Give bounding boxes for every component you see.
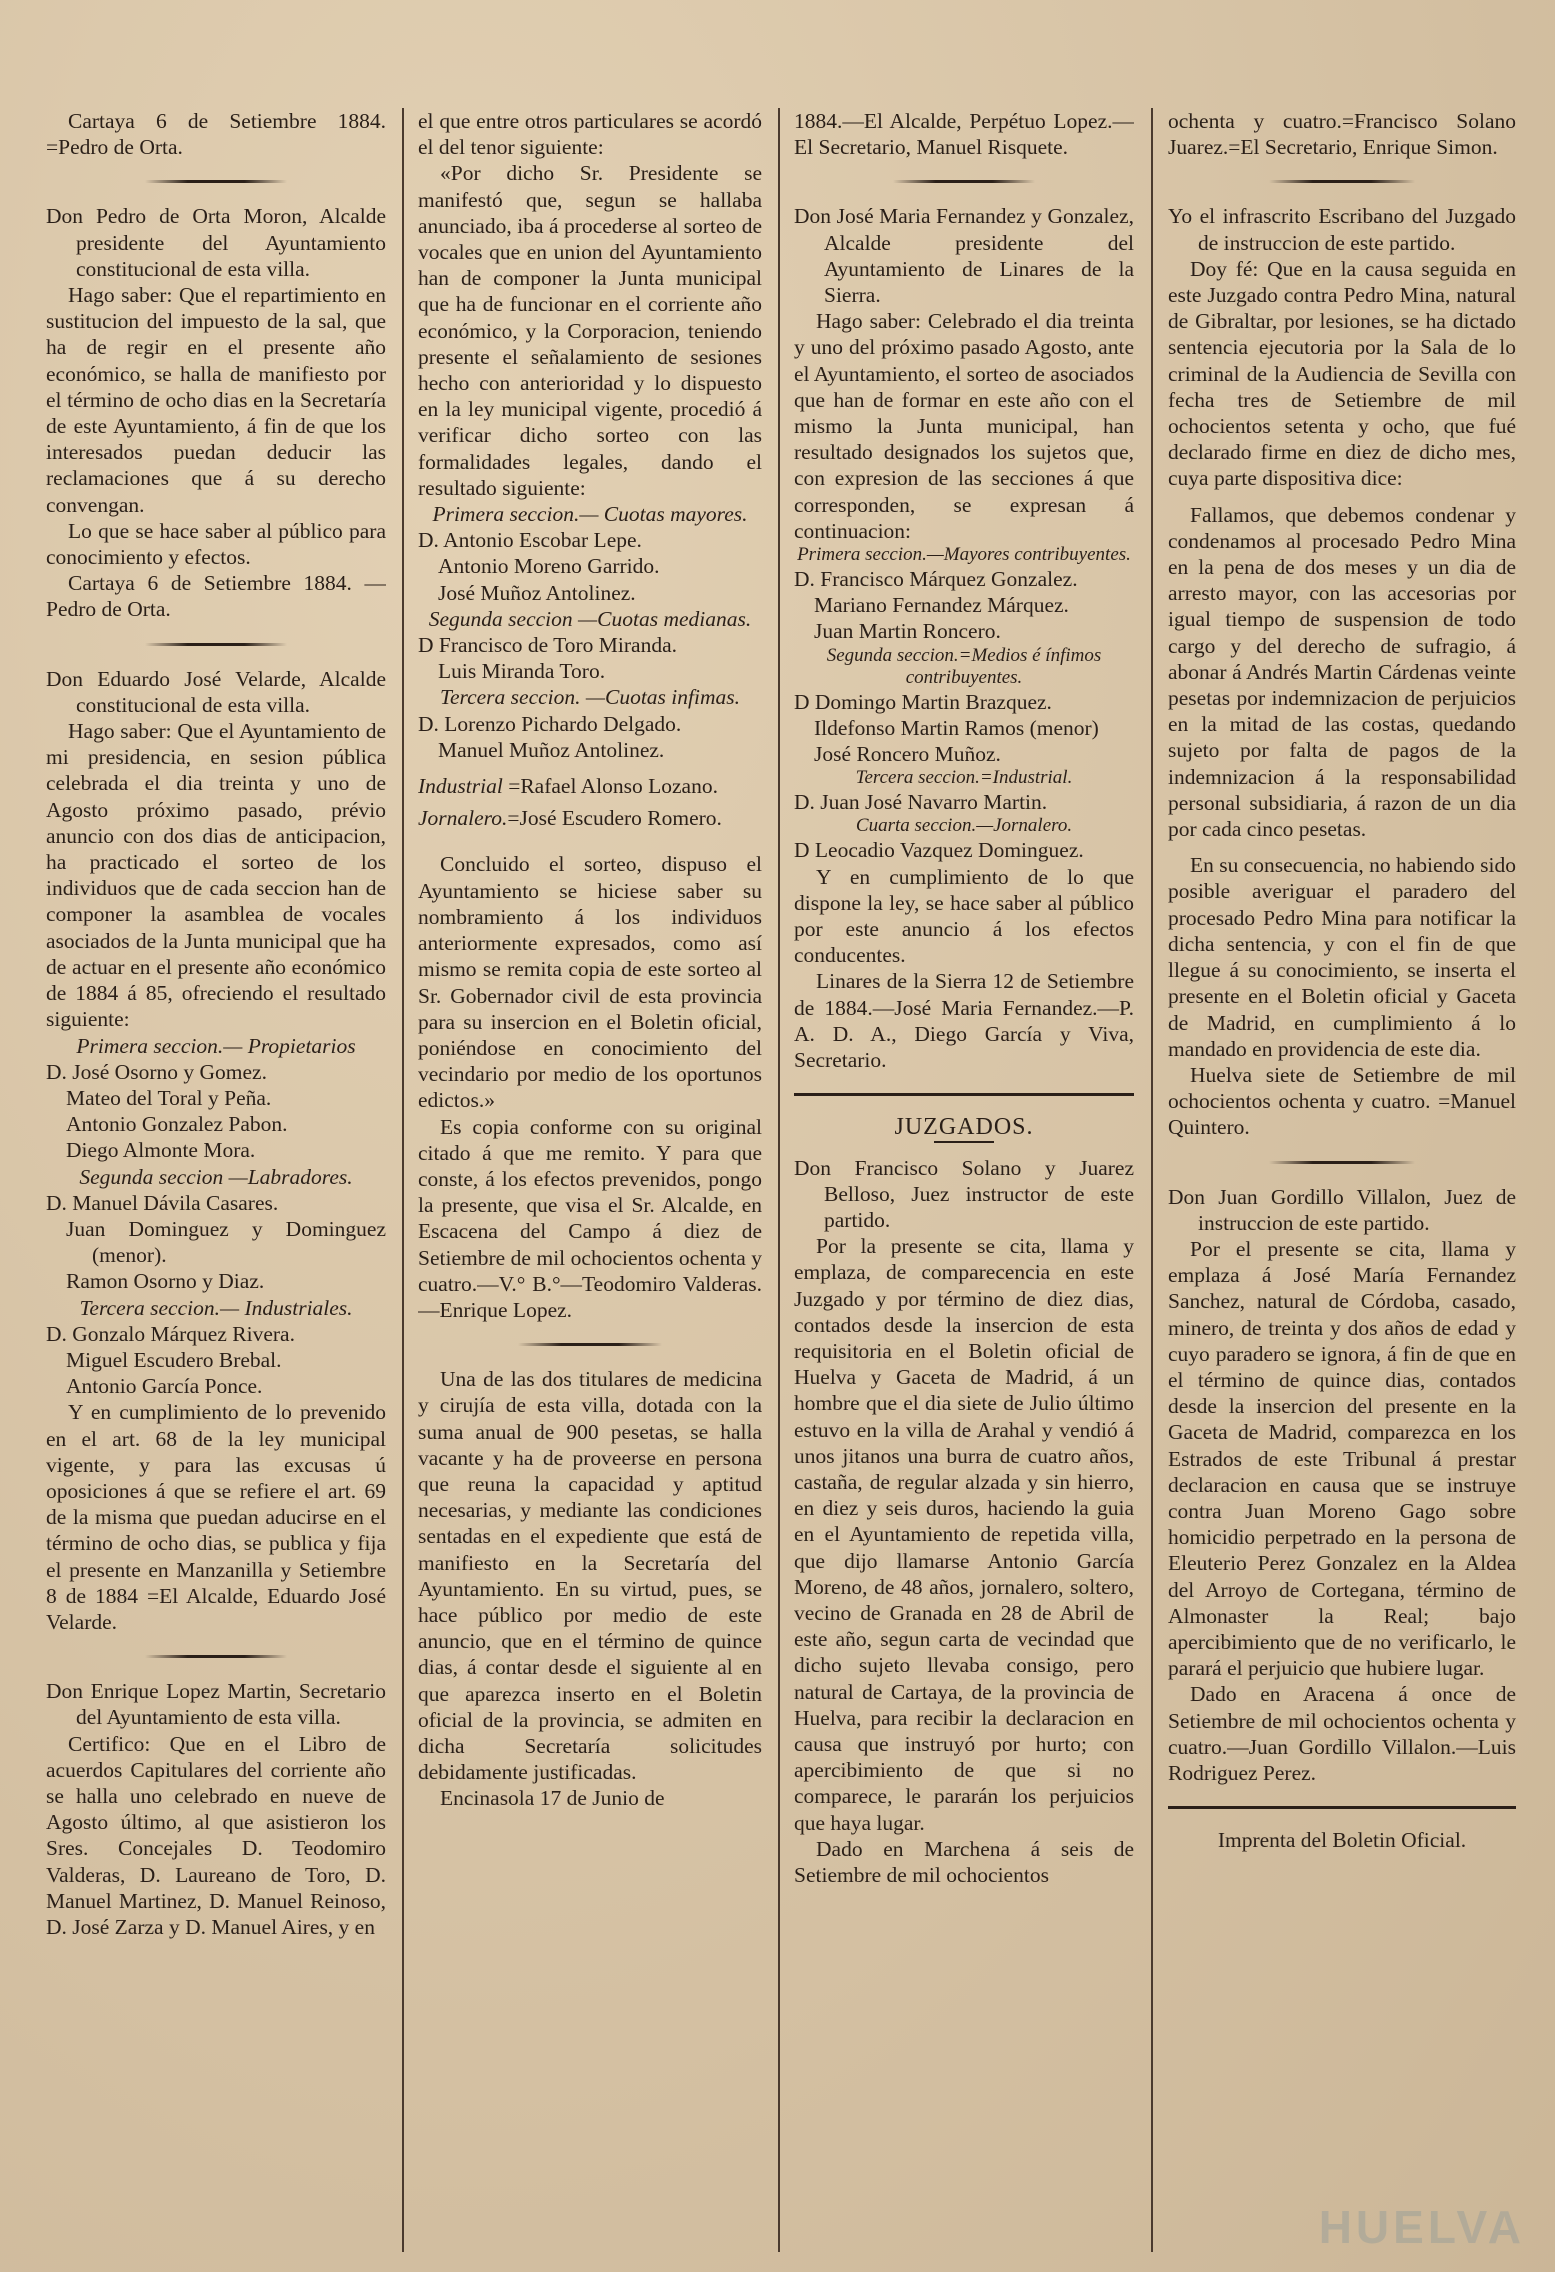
name-entry: D. José Osorno y Gomez. [46, 1059, 267, 1084]
title-underline [934, 1141, 994, 1143]
printer-imprint: Imprenta del Boletin Oficial. [1217, 1828, 1467, 1853]
name-entry: D. Francisco Márquez Gonzalez. [794, 567, 1078, 592]
ornament-divider [518, 1343, 662, 1346]
column-divider [402, 108, 404, 2252]
notice-paragraph: Dado en Marchena á seis de Setiembre de mil ochocientos [794, 1836, 1134, 1887]
name-entry: Luis Miranda Toro. [438, 659, 606, 684]
name-entry: Diego Almonte Mora. [66, 1138, 256, 1163]
column-2 [418, 108, 762, 2252]
name-entry: D. Manuel Dávila Casares. [46, 1190, 279, 1215]
name-entry: D. Lorenzo Pichardo Delgado. [418, 711, 682, 736]
notice-paragraph: Lo que se hace saber al público para conocimiento y efectos. [46, 518, 386, 570]
name-entry: D Domingo Martin Brazquez. [794, 689, 1052, 714]
name-entry: José Muñoz Antolinez. [438, 580, 636, 605]
notice-paragraph: Hago saber: Que el repartimiento en sustitucion del impuesto de la sal, que ha de regir en el presente año económico, se halla de manifiesto por el término de ocho dias en la Secretaría de este Ayuntamiento, á fin de que los interesados puedan deducir las reclamaciones que á su derecho convengan. [46, 283, 386, 517]
ornament-divider [145, 180, 288, 183]
column-4 [1168, 108, 1516, 2252]
ornament-divider [893, 180, 1036, 183]
notice-paragraph: Por el presente se cita, llama y emplaza á José María Fernandez Sanchez, natural de Córdoba, casado, minero, de treinta y dos años de edad y cuyo paradero se ignora, á fin de que en el término de quince dias, contados desde la insercion del presente en la Gaceta de Madrid, comparezca en los Estrados de este Tribunal á prestar declaracion en causa que se instruye contra Juan Moreno Gago sobre homicidio perpetrado en la persona de Eleuterio Perez Gonzalez en la Aldea del Arroyo de Cortegana, término de Almonaster la Real; bajo apercibimiento que de no verificarlo, le parará el perjuicio que hubiere lugar. [1168, 1236, 1516, 1681]
notice-heading: Don José Maria Fernandez y Gonzalez, Alcalde presidente del Ayuntamiento de Linares de la Sierra. [794, 204, 1134, 308]
archive-watermark: HUELVA [1318, 2201, 1525, 2253]
name-entry: Miguel Escudero Brebal. [66, 1347, 282, 1372]
notice-heading: Don Francisco Solano y Juarez Belloso, Juez instructor de este partido. [794, 1155, 1134, 1232]
notice-paragraph: Fallamos, que debemos condenar y condenamos al procesado Pedro Mina en la pena de dos meses y un dia de arresto mayor, con las accesorias por igual tiempo de suspension de todo cargo y del derecho de sufragio, á abonar á Andrés Martin Cárdenas veinte pesetas por indemnizacion de perjuicios en la mitad de las costas, quedando sujeto por falta de pagos de la indemnizacion á la responsabilidad personal subsidiaria, á razon de un dia por cada cinco pesetas. [1168, 502, 1516, 842]
section-heading: Tercera seccion.— Industriales. [79, 1295, 353, 1320]
column-1 [46, 108, 386, 2252]
notice-paragraph: En su consecuencia, no habiendo sido posible averiguar el paradero del procesado Pedro Mina para notificar la dicha sentencia, y con el fin de que llegue á su conocimiento, se inserta el presente en el Boletin oficial y Gaceta de Madrid, en cumplimiento á lo mandado en providencia de este dia. [1168, 853, 1516, 1061]
notice-paragraph: «Por dicho Sr. Presidente se manifestó que, segun se hallaba anunciado, iba á procederse al sorteo de vocales que en union del Ayuntamiento han de componer la Junta municipal que ha de funcionar en el corriente año económico, y la Corporacion, teniendo presente el señalamiento de sesiones hecho con anterioridad y lo dispuesto en la ley municipal vigente, procedió á verificar dicho sorteo con las formalidades legales, dando el resultado siguiente: [418, 161, 762, 500]
notice-heading: Don Enrique Lopez Martin, Secretario del Ayuntamiento de esta villa. [46, 1679, 386, 1730]
name-entry: D. Gonzalo Márquez Rivera. [46, 1321, 295, 1346]
industrial-entry [418, 773, 762, 799]
ornament-divider [145, 643, 288, 646]
industrial-name: =Rafael Alonso Lozano. [502, 774, 718, 799]
notice-paragraph: Certifico: Que en el Libro de acuerdos Capitulares del corriente año se halla uno celebrado en nueve de Agosto último, al que asistieron los Sres. Concejales D. Teodomiro Valderas, D. Laureano de Toro, D. Manuel Martinez, D. Manuel Reinoso, D. José Zarza y D. Manuel Aires, y en [46, 1731, 386, 1939]
column-divider [778, 108, 780, 2252]
notice-paragraph: el que entre otros particulares se acordó el del tenor siguiente: [418, 109, 762, 160]
section-heading: Segunda seccion.=Medios é ínfimos contribuyentes. [826, 644, 1102, 688]
name-entry: Mariano Fernandez Márquez. [814, 593, 1069, 618]
notice-paragraph: Hago saber: Que el Ayuntamiento de mi presidencia, en sesion pública celebrada el dia treinta y uno de Agosto próximo pasado, prévio anuncio con dos dias de anticipacion, ha practicado el sorteo de los individuos que de cada seccion han de componer la asamblea de vocales asociados de la Junta municipal que ha de actuar en el presente año económico de 1884 á 85, ofreciendo el resultado siguiente: [46, 719, 386, 1032]
ornament-divider [1269, 1161, 1415, 1164]
name-entry: Juan Dominguez y Dominguez (menor). [66, 1216, 386, 1268]
notice-signature: Huelva siete de Setiembre de mil ochocientos ochenta y cuatro. =Manuel Quintero. [1168, 1062, 1516, 1140]
name-entry: Ramon Osorno y Diaz. [66, 1269, 265, 1294]
notice-paragraph: Por la presente se cita, llama y emplaza, de comparecencia en este Juzgado y por término de diez dias, contados desde la insercion de esta requisitoria en el Boletin oficial de Huelva y Gaceta de Madrid, á un hombre que el dia siete de Julio último estuvo en la villa de Arahal y vendió á unos jitanos una burra de cuatro años, castaña, de regular alzada y sin hierro, en diez y seis duros, haciendo la guia en el Ayuntamiento de repetida villa, que dijo llamarse Antonio García Moreno, de 48 años, jornalero, soltero, vecino de Granada en 28 de Abril de este año, segun carta de vecindad que dicho sujeto llevaba consigo, pero natural de Cartaya, de la provincia de Huelva, para recibir la declaracion en causa que instruyó por hurto; con apercibimiento de que si no comparece, le pararán los perjuicios que haya lugar. [794, 1234, 1134, 1835]
column-3 [794, 108, 1134, 2252]
section-heading: Tercera seccion. —Cuotas infimas. [439, 685, 740, 710]
signature-line: Cartaya 6 de Setiembre 1884. =Pedro de Orta. [46, 109, 386, 160]
jornalero-label: Jornalero. [418, 806, 508, 831]
section-rule [794, 1093, 1134, 1096]
section-title: JUZGADOS. [894, 1114, 1034, 1141]
signature-line: ochenta y cuatro.=Francisco Solano Juarez.=El Secretario, Enrique Simon. [1168, 109, 1516, 160]
notice-paragraph: Doy fé: Que en la causa seguida en este Juzgado contra Pedro Mina, natural de Gibraltar, por lesiones, se ha dictado sentencia ejecutoria por la Sala de lo criminal de la Audiencia de Sevilla con fecha tres de Setiembre de mil ochocientos setenta y ocho, que fué declarado firme en diez de dicho mes, cuya parte dispositiva dice: [1168, 256, 1516, 491]
name-entry: Antonio García Ponce. [66, 1374, 263, 1399]
notice-heading: Don Eduardo José Velarde, Alcalde constitucional de esta villa. [46, 666, 386, 717]
section-heading: Primera seccion.—Mayores contribuyentes. [797, 544, 1131, 566]
notice-signature: Dado en Aracena á once de Setiembre de mil ochocientos ochenta y cuatro.—Juan Gordillo Villalon.—Luis Rodriguez Perez. [1168, 1682, 1516, 1785]
section-heading: Tercera seccion.=Industrial. [855, 767, 1073, 789]
name-entry: Mateo del Toral y Peña. [66, 1085, 272, 1110]
notice-paragraph: Concluido el sorteo, dispuso el Ayuntamiento se hiciese saber su nombramiento á los individuos anteriormente expresados, como así mismo se remita copia de este sorteo al Sr. Gobernador civil de esta provincia para su insercion en el Boletin oficial, poniéndose en conocimiento del vecindario por medio de los oportunos edictos.» [418, 852, 762, 1113]
section-heading: Primera seccion.— Cuotas mayores. [432, 502, 748, 527]
name-entry: Ildefonso Martin Ramos (menor) [814, 715, 1099, 740]
name-entry: Juan Martin Roncero. [814, 619, 1001, 644]
name-entry: D Leocadio Vazquez Dominguez. [794, 838, 1084, 863]
ornament-divider [1269, 180, 1415, 183]
name-entry: Antonio Gonzalez Pabon. [66, 1112, 288, 1137]
section-heading: Segunda seccion —Cuotas medianas. [428, 606, 752, 631]
name-entry: José Roncero Muñoz. [814, 742, 1001, 767]
name-entry: Antonio Moreno Garrido. [438, 554, 660, 579]
section-heading: Primera seccion.— Propietarios [76, 1033, 356, 1058]
notice-paragraph: Hago saber: Celebrado el dia treinta y uno del próximo pasado Agosto, ante el Ayuntamiento, el sorteo de asociados que han de formar en este año con el mismo la Junta municipal, han resultado designados los sujetos que, con expresion de las secciones á que corresponden, se expresan á continuacion: [794, 309, 1134, 543]
notice-signature: Cartaya 6 de Setiembre 1884. —Pedro de Orta. [46, 571, 386, 622]
notice-paragraph: Una de las dos titulares de medicina y cirujía de esta villa, dotada con la suma anual de 900 pesetas, se halla vacante y ha de proveerse en persona que reuna la capacidad y aptitud necesarias, y mediante las condiciones sentadas en el expediente que está de manifiesto en la Secretaría del Ayuntamiento. En su virtud, pues, se hace público por medio de este anuncio, que en el término de quince dias, á contar desde el siguiente al en que aparezca inserto en el Boletin oficial de la provincia, se admiten en dicha Secretaría solicitudes debidamente justificadas. [418, 1367, 762, 1785]
notice-paragraph: Es copia conforme con su original citado á que me remito. Y para que conste, á los efectos prevenidos, pongo la presente, que visa el Sr. Alcalde, en Escacena del Campo á diez de Setiembre de mil ochocientos ochenta y cuatro.—V.° B.°—Teodomiro Valderas.—Enrique Lopez. [418, 1114, 762, 1322]
notice-signature: Linares de la Sierra 12 de Setiembre de 1884.—José Maria Fernandez.—P. A. D. A., Diego García y Viva, Secretario. [794, 969, 1134, 1073]
section-heading: Segunda seccion —Labradores. [79, 1164, 353, 1189]
jornalero-name: =José Escudero Romero. [507, 806, 722, 831]
name-entry: D. Antonio Escobar Lepe. [418, 528, 642, 553]
notice-heading: Don Pedro de Orta Moron, Alcalde presidente del Ayuntamiento constitucional de esta villa. [46, 204, 386, 281]
name-entry: Manuel Muñoz Antolinez. [438, 737, 665, 762]
column-divider [1151, 108, 1153, 2252]
ornament-divider [145, 1655, 288, 1658]
name-entry: D Francisco de Toro Miranda. [418, 633, 678, 658]
signature-line: 1884.—El Alcalde, Perpétuo Lopez.—El Secretario, Manuel Risquete. [794, 109, 1134, 160]
industrial-label: Industrial [418, 774, 503, 799]
notice-paragraph: Y en cumplimiento de lo que dispone la ley, se hace saber al público por este anuncio á los efectos conducentes. [794, 864, 1134, 968]
notice-paragraph: Encinasola 17 de Junio de [440, 1786, 665, 1811]
notice-paragraph: Y en cumplimiento de lo prevenido en el art. 68 de la ley municipal vigente, y para las excusas ú oposiciones á que se refiere el art. 69 de la misma que puedan aducirse en el término de ocho dias, se publica y fija el presente en Manzanilla y Setiembre 8 de 1884 =El Alcalde, Eduardo José Velarde. [46, 1400, 386, 1634]
section-heading: Cuarta seccion.—Jornalero. [855, 815, 1073, 837]
notice-heading: Don Juan Gordillo Villalon, Juez de instruccion de este partido. [1168, 1184, 1516, 1235]
footer-rule [1168, 1806, 1516, 1809]
name-entry: D. Juan José Navarro Martin. [794, 790, 1048, 815]
notice-heading: Yo el infrascrito Escribano del Juzgado de instruccion de este partido. [1168, 204, 1516, 255]
jornalero-entry [418, 805, 762, 831]
